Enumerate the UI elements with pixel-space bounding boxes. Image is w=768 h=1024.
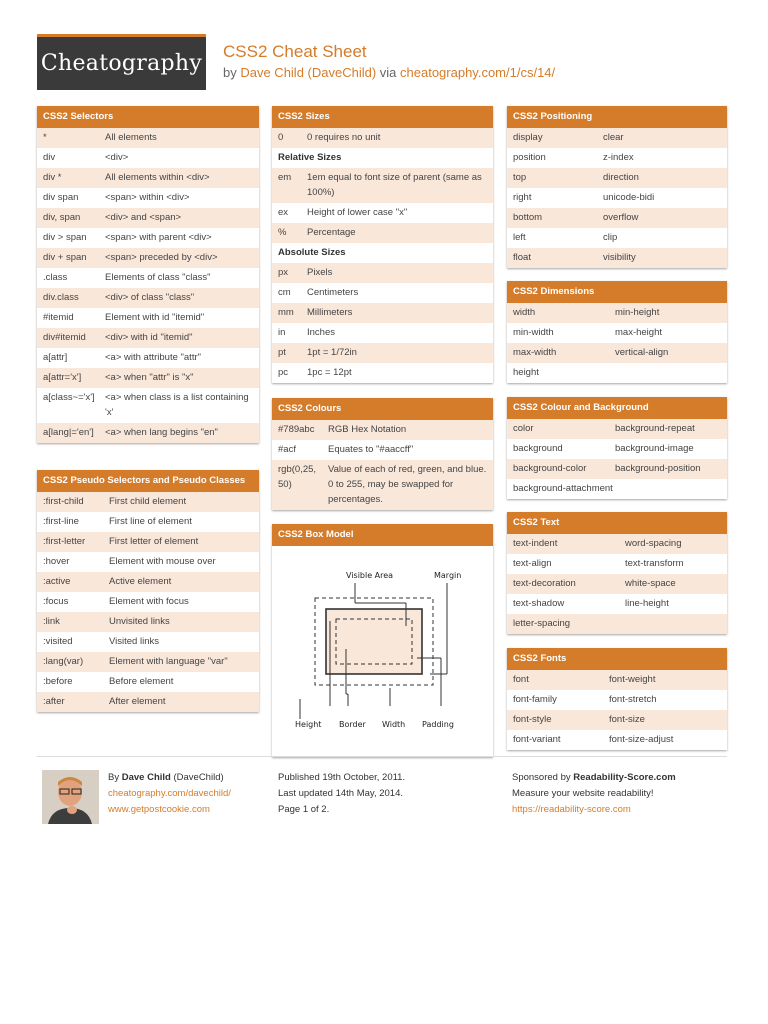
table-row (37, 368, 259, 388)
cell-key: height (513, 367, 539, 378)
cell-key: div (43, 152, 56, 163)
cell-key: :first-child (43, 496, 84, 507)
cell-value: Height of lower case "x" (307, 207, 408, 218)
byline (223, 65, 555, 80)
cell-value: word-spacing (625, 538, 682, 549)
cell-value: <span> preceded by <div> (105, 252, 218, 263)
footer-author-handle: (DaveChild) (170, 772, 224, 783)
cell-value: Equates to "#aaccff" (328, 444, 414, 455)
author-link[interactable]: Dave Child (DaveChild) (240, 65, 377, 80)
table-row (37, 248, 259, 268)
table-row (272, 440, 493, 460)
cell-value: background-image (615, 443, 694, 454)
table-row (272, 203, 493, 223)
css2-colour-background-box (507, 397, 727, 499)
table-row (507, 439, 727, 459)
table-row (507, 574, 727, 594)
cell-key: text-align (513, 558, 552, 569)
cell-value: clear (603, 132, 624, 143)
table-row (507, 459, 727, 479)
table-row (507, 614, 727, 634)
cell-value: Centimeters (307, 287, 359, 298)
cell-key: div * (43, 172, 62, 183)
page-title: CSS2 Cheat Sheet (223, 42, 367, 61)
table-row (507, 188, 727, 208)
table-row (37, 188, 259, 208)
cell-key: position (513, 152, 546, 163)
cell-key: letter-spacing (513, 618, 571, 629)
cell-value (613, 481, 727, 496)
table-row (507, 248, 727, 268)
colours-table (272, 420, 493, 510)
cell-key: #789abc (278, 424, 315, 435)
table-row (507, 323, 727, 343)
table-row (507, 419, 727, 439)
css2-positioning-box (507, 106, 727, 268)
cell-key: :active (43, 576, 71, 587)
table-row (507, 670, 727, 690)
cell-key: #acf (278, 444, 296, 455)
css2-text-box (507, 512, 727, 634)
cell-key: background (513, 443, 563, 454)
cell-key: text-decoration (513, 578, 576, 589)
visible-area-label: Visible Area (346, 571, 394, 580)
section-header: CSS2 Text (507, 512, 727, 534)
table-row (507, 128, 727, 148)
footer-published: Published 19th October, 2011. (278, 772, 406, 783)
cell-value: z-index (603, 152, 634, 163)
cell-key: a[class~='x'] (43, 392, 95, 403)
fonts-table (507, 670, 727, 750)
table-row (507, 730, 727, 750)
table-row (37, 168, 259, 188)
section-header: CSS2 Selectors (37, 106, 259, 128)
table-row (37, 552, 259, 572)
table-row (507, 594, 727, 614)
cell-value: <a> with attribute "attr" (105, 352, 201, 363)
cell-key: * (43, 132, 47, 143)
cell-value: <a> when class is a list containing 'x' (105, 392, 249, 418)
cell-key: div, span (43, 212, 81, 223)
cell-value: First child element (109, 496, 187, 507)
table-row (272, 343, 493, 363)
cell-value: unicode-bidi (603, 192, 655, 203)
table-row (37, 692, 259, 712)
table-row (507, 208, 727, 228)
table-row (272, 363, 493, 383)
table-row (37, 208, 259, 228)
cell-value: Value of each of red, green, and blue. 0 to 255, may be swapped for percentages. (328, 464, 487, 505)
footer-sponsor-url[interactable]: https://readability-score.com (512, 804, 631, 815)
margin-label: Margin (434, 571, 462, 580)
cell-value: font-stretch (609, 694, 657, 705)
height-label: Height (295, 720, 322, 729)
cell-value: <div> with id "itemid" (105, 332, 193, 343)
positioning-table (507, 128, 727, 268)
cell-key: min-width (513, 327, 554, 338)
cell-value: background-position (615, 463, 701, 474)
cell-key: a[lang|='en'] (43, 427, 94, 438)
table-row (37, 148, 259, 168)
css2-colours-box (272, 398, 493, 510)
cell-value: 1em equal to font size of parent (same as 100%) (307, 172, 482, 198)
table-row (272, 148, 493, 168)
cell-key: px (278, 267, 289, 278)
table-row (272, 223, 493, 243)
box-model-svg (280, 556, 485, 746)
padding-label: Padding (422, 720, 454, 729)
cell-key: :after (43, 696, 65, 707)
section-header: CSS2 Box Model (272, 524, 493, 546)
table-row (37, 288, 259, 308)
cell-value: white-space (625, 578, 676, 589)
cell-value: background-repeat (615, 423, 695, 434)
cell-key: :first-letter (43, 536, 86, 547)
cell-value: <div> and <span> (105, 212, 182, 223)
table-row (507, 479, 727, 499)
section-header: CSS2 Dimensions (507, 281, 727, 303)
table-row (272, 323, 493, 343)
cell-key: max-width (513, 347, 557, 358)
cell-key: background-attachment (513, 483, 613, 494)
subheading: Absolute Sizes (278, 247, 346, 258)
cell-key: mm (278, 307, 294, 318)
css2-pseudo-box (37, 470, 259, 712)
footer-sponsor-line (512, 770, 676, 786)
css2-box-model-box (272, 524, 493, 757)
footer-author-line (108, 770, 231, 786)
table-row (37, 612, 259, 632)
cell-value: line-height (625, 598, 669, 609)
sizes-table (272, 128, 493, 383)
cell-key: float (513, 252, 531, 263)
cell-value: text-transform (625, 558, 684, 569)
cell-value: min-height (615, 307, 660, 318)
table-row (507, 690, 727, 710)
cell-key: text-indent (513, 538, 558, 549)
cell-key: cm (278, 287, 291, 298)
table-row (507, 303, 727, 323)
table-row (507, 168, 727, 188)
table-row (37, 308, 259, 328)
selectors-table (37, 128, 259, 443)
footer-updated: Last updated 14th May, 2014. (278, 788, 403, 799)
cell-value: RGB Hex Notation (328, 424, 407, 435)
cell-key: top (513, 172, 527, 183)
cell-key: text-shadow (513, 598, 565, 609)
box-model-diagram (272, 546, 493, 757)
cell-key: a[attr='x'] (43, 372, 82, 383)
cell-value: First line of element (109, 516, 192, 527)
table-row (37, 632, 259, 652)
cell-value: Elements of class "class" (105, 272, 211, 283)
table-row (37, 512, 259, 532)
table-row (37, 128, 259, 148)
cell-key: :before (43, 676, 73, 687)
cell-value: font-size (609, 714, 645, 725)
cell-key: background-color (513, 463, 587, 474)
footer-author-url[interactable]: cheatography.com/davechild/ (108, 788, 231, 799)
cell-value: <a> when "attr" is "x" (105, 372, 194, 383)
cell-key: a[attr] (43, 352, 68, 363)
cell-value: Before element (109, 676, 174, 687)
cell-value (570, 616, 678, 631)
cell-value: max-height (615, 327, 662, 338)
cell-value: After element (109, 696, 166, 707)
table-row (37, 532, 259, 552)
css2-dimensions-box (507, 281, 727, 383)
cell-key: right (513, 192, 532, 203)
css2-fonts-box (507, 648, 727, 750)
cell-key: pc (278, 367, 289, 378)
cell-key: font-variant (513, 734, 561, 745)
table-row (37, 592, 259, 612)
cell-value: Unvisited links (109, 616, 170, 627)
dimensions-table (507, 303, 727, 383)
cell-key: em (278, 172, 292, 183)
cell-value: overflow (603, 212, 639, 223)
cell-value: 0 requires no unit (307, 132, 381, 143)
cell-value: visibility (603, 252, 636, 263)
cell-value: 1pc = 12pt (307, 367, 352, 378)
cell-key: :visited (43, 636, 73, 647)
cell-key: display (513, 132, 543, 143)
table-row (37, 388, 259, 423)
cell-value: First letter of element (109, 536, 199, 547)
byline-by: by (223, 65, 241, 80)
cell-value: All elements within <div> (105, 172, 210, 183)
cell-value: <div> (105, 152, 129, 163)
table-row (272, 128, 493, 148)
cell-key: font-style (513, 714, 552, 725)
pseudo-table (37, 492, 259, 712)
cell-key: 0 (278, 132, 284, 143)
cell-value: vertical-align (615, 347, 669, 358)
table-row (507, 554, 727, 574)
cell-value: Percentage (307, 227, 356, 238)
table-row (37, 572, 259, 592)
cell-key: #itemid (43, 312, 74, 323)
table-row (37, 423, 259, 443)
footer-author-name: Dave Child (121, 772, 171, 783)
cell-value: <a> when lang begins "en" (105, 427, 218, 438)
cell-value: <div> of class "class" (105, 292, 195, 303)
footer-sponsor-tagline: Measure your website readability! (512, 788, 654, 799)
cell-value: Element with focus (109, 596, 189, 607)
css2-sizes-box (272, 106, 493, 383)
cell-key: :link (43, 616, 60, 627)
cell-value: font-size-adjust (609, 734, 674, 745)
table-row (37, 348, 259, 368)
cell-value: All elements (105, 132, 157, 143)
cell-key: div span (43, 192, 79, 203)
cell-key: rgb(0,25, 50) (278, 464, 317, 490)
table-row (37, 672, 259, 692)
cell-key: font-family (513, 694, 557, 705)
sheet-url-link[interactable]: cheatography.com/1/cs/14/ (400, 65, 556, 80)
footer-divider (37, 756, 727, 757)
table-row (507, 534, 727, 554)
cell-key: div#itemid (43, 332, 86, 343)
cell-key: in (278, 327, 286, 338)
cell-value: clip (603, 232, 618, 243)
table-row (507, 343, 727, 363)
text-table (507, 534, 727, 634)
cell-value: Element with language "var" (109, 656, 228, 667)
cell-key: ex (278, 207, 289, 218)
width-label: Width (382, 720, 406, 729)
cell-value: <span> with parent <div> (105, 232, 212, 243)
table-row (37, 652, 259, 672)
author-photo (42, 770, 99, 824)
cell-value: font-weight (609, 674, 656, 685)
cell-value: Element with mouse over (109, 556, 216, 567)
cell-key: .class (43, 272, 68, 283)
footer-dates (278, 770, 405, 818)
cell-value: Inches (307, 327, 335, 338)
cell-value: direction (603, 172, 639, 183)
table-row (272, 263, 493, 283)
cell-key: width (513, 307, 536, 318)
byline-via: via (376, 65, 401, 80)
cell-value: 1pt = 1/72in (307, 347, 357, 358)
cell-value: Millimeters (307, 307, 353, 318)
footer-page: Page 1 of 2. (278, 804, 330, 815)
table-row (272, 460, 493, 510)
section-header: CSS2 Sizes (272, 106, 493, 128)
table-row (507, 363, 727, 383)
table-row (507, 148, 727, 168)
table-row (37, 268, 259, 288)
cell-key: bottom (513, 212, 543, 223)
footer-sponsor-name[interactable]: Readability-Score.com (573, 772, 676, 783)
cell-key: pt (278, 347, 286, 358)
cell-key: left (513, 232, 526, 243)
cell-key: :hover (43, 556, 70, 567)
footer-author-site[interactable]: www.getpostcookie.com (108, 804, 210, 815)
section-header: CSS2 Colour and Background (507, 397, 727, 419)
cell-key: :focus (43, 596, 69, 607)
table-row (37, 228, 259, 248)
footer-by: By (108, 772, 122, 783)
css2-selectors-box (37, 106, 259, 443)
cell-key: color (513, 423, 534, 434)
cheatography-logo[interactable]: Cheatography (37, 34, 206, 90)
cell-value: Visited links (109, 636, 159, 647)
footer-sponsor (512, 770, 676, 818)
cell-value: Element with id "itemid" (105, 312, 205, 323)
table-row (37, 328, 259, 348)
cell-value: Active element (109, 576, 172, 587)
table-row (272, 420, 493, 440)
subheading: Relative Sizes (278, 152, 342, 163)
footer-author (108, 770, 231, 818)
section-header: CSS2 Pseudo Selectors and Pseudo Classes (37, 470, 259, 492)
cell-key: :first-line (43, 516, 79, 527)
table-row (272, 303, 493, 323)
cell-key: div.class (43, 292, 79, 303)
table-row (507, 710, 727, 730)
section-header: CSS2 Positioning (507, 106, 727, 128)
border-label: Border (339, 720, 366, 729)
cell-key: :lang(var) (43, 656, 84, 667)
table-row (507, 228, 727, 248)
table-row (272, 243, 493, 263)
cell-value: Pixels (307, 267, 333, 278)
table-row (272, 168, 493, 203)
cell-key: font (513, 674, 529, 685)
section-header: CSS2 Colours (272, 398, 493, 420)
footer-sponsored-by: Sponsored by (512, 772, 574, 783)
cell-key: div + span (43, 252, 87, 263)
cell-key: div > span (43, 232, 87, 243)
cell-value (539, 365, 657, 380)
colour-background-table (507, 419, 727, 499)
cell-value: <span> within <div> (105, 192, 190, 203)
section-header: CSS2 Fonts (507, 648, 727, 670)
cell-key: % (278, 227, 287, 238)
table-row (37, 492, 259, 512)
table-row (272, 283, 493, 303)
